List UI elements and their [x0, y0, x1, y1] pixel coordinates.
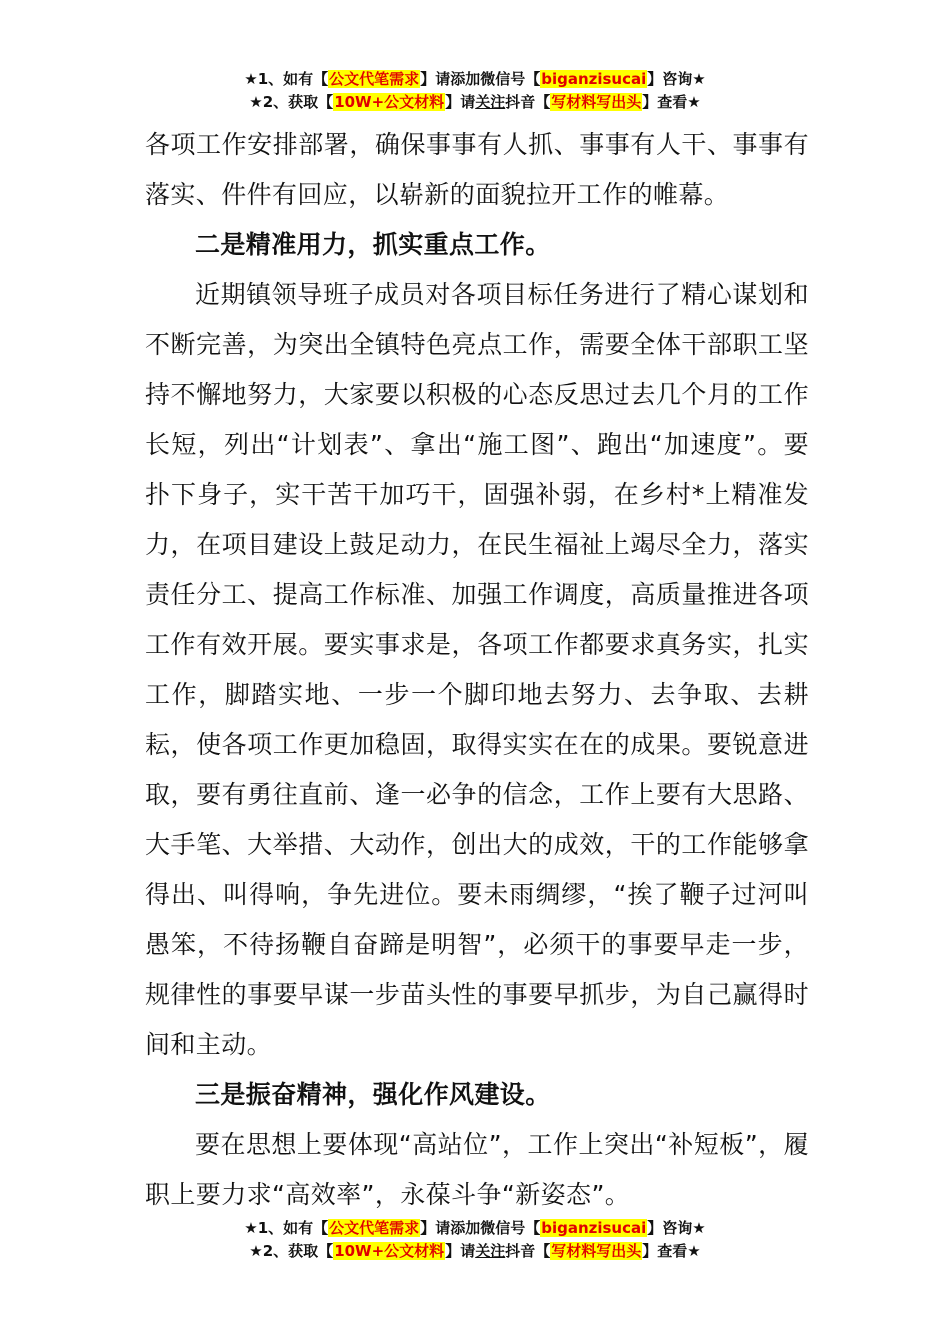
- banner-line-1: [0, 68, 950, 91]
- banner-text: 】查看★: [642, 1242, 701, 1260]
- highlight-douyin-account: 写材料写出头: [551, 1242, 642, 1260]
- banner-text: 】请: [445, 1242, 476, 1260]
- underlined-follow: 关注: [475, 1242, 506, 1260]
- banner-line-1: [0, 1217, 950, 1240]
- banner-text: ★2、获取【: [249, 1242, 334, 1260]
- banner-text: 抖音【: [505, 1242, 551, 1260]
- banner-text: ★1、如有【: [244, 1219, 329, 1237]
- footer-banner: [0, 1217, 950, 1263]
- paragraph-continuation: 各项工作安排部署，确保事事有人抓、事事有人干、事事有落实、件件有回应，以崭新的面貌拉开工作的帷幕。: [145, 130, 809, 209]
- header-banner: [0, 68, 950, 114]
- section-heading-3: 三是振奋精神，强化作风建设。: [195, 1080, 551, 1109]
- banner-text: ★1、如有【: [244, 70, 329, 88]
- highlight-materials: 10W+公文材料: [334, 1242, 445, 1260]
- highlight-service: 公文代笔需求: [329, 70, 420, 88]
- banner-text: 】请添加微信号【: [420, 70, 541, 88]
- banner-text: 抖音【: [505, 93, 551, 111]
- highlight-materials: 10W+公文材料: [334, 93, 445, 111]
- banner-text: 】请: [445, 93, 476, 111]
- document-body: [145, 120, 809, 1220]
- banner-text: ★2、获取【: [249, 93, 334, 111]
- paragraph-section-3: 要在思想上要体现“高站位”，工作上突出“补短板”，履职上要力求“高效率”，永葆斗争“新姿态”。: [145, 1130, 809, 1209]
- highlight-service: 公文代笔需求: [329, 1219, 420, 1237]
- section-heading-2: 二是精准用力，抓实重点工作。: [195, 230, 551, 259]
- banner-line-2: [0, 91, 950, 114]
- underlined-follow: 关注: [475, 93, 506, 111]
- banner-text: 】查看★: [642, 93, 701, 111]
- highlight-wechat-id: biganzisucai: [541, 70, 647, 88]
- paragraph-section-2: 近期镇领导班子成员对各项目标任务进行了精心谋划和不断完善，为突出全镇特色亮点工作，需要全体干部职工坚持不懈地努力，大家要以积极的心态反思过去几个月的工作长短，列出“计划表”、拿出“施工图”、跑出“加速度”。要扑下身子，实干苦干加巧干，固强补弱，在乡村*上精准发力，在项目建设上鼓足动力，在民生福祉上竭尽全力，落实责任分工、提高工作标准、加强工作调度，高质量推进各项工作有效开展。要实事求是，各项工作都要求真务实，扎实工作，脚踏实地、一步一个脚印地去努力、去争取、去耕耘，使各项工作更加稳固，取得实实在在的成果。要锐意进取，要有勇往直前、逢一必争的信念，工作上要有大思路、大手笔、大举措、大动作，创出大的成效，干的工作能够拿得出、叫得响，争先进位。要未雨绸缪，“挨了鞭子过河叫愚笨，不待扬鞭自奋蹄是明智”，必须干的事要早走一步，规律性的事要早谋一步苗头性的事要早抓步，为自己赢得时间和主动。: [145, 280, 809, 1059]
- banner-line-2: [0, 1240, 950, 1263]
- highlight-wechat-id: biganzisucai: [541, 1219, 647, 1237]
- highlight-douyin-account: 写材料写出头: [551, 93, 642, 111]
- banner-text: 】咨询★: [647, 70, 706, 88]
- banner-text: 】咨询★: [647, 1219, 706, 1237]
- banner-text: 】请添加微信号【: [420, 1219, 541, 1237]
